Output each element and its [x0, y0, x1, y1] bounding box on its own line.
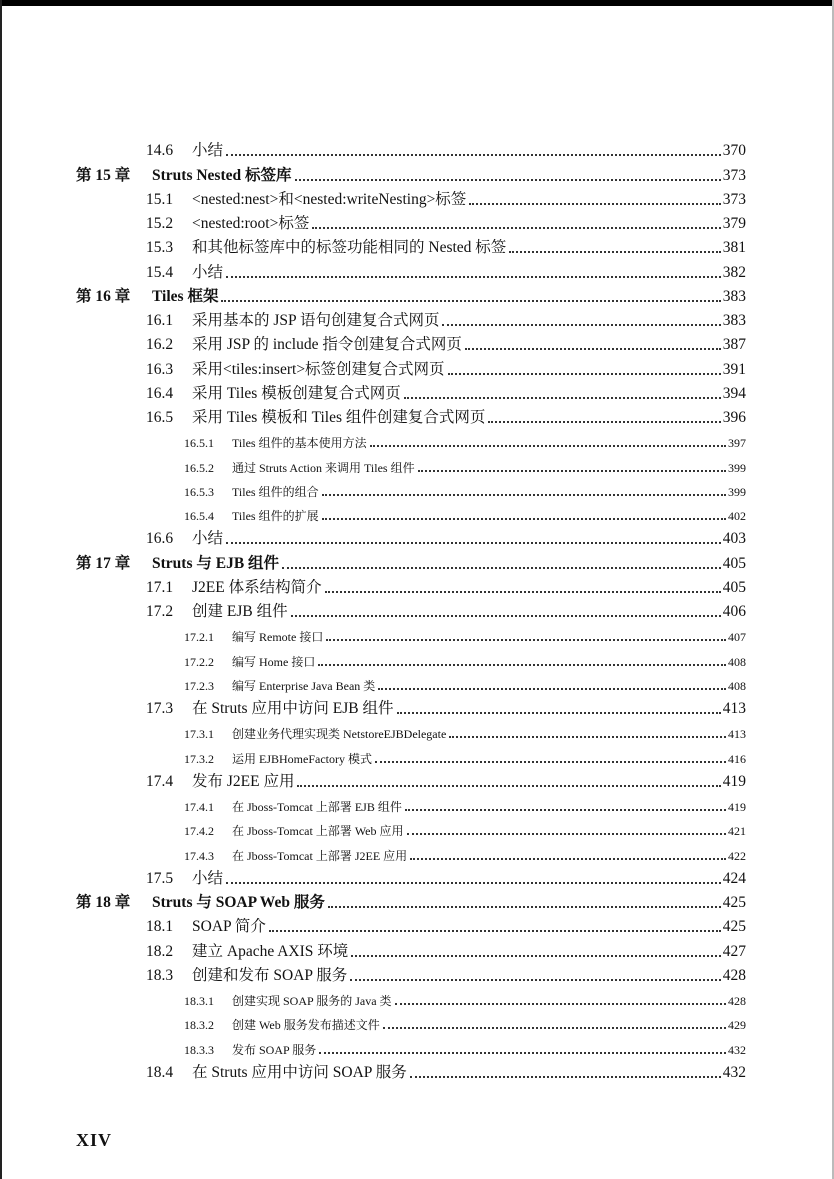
- toc-entry-page-number: 405: [722, 578, 746, 596]
- toc-subsection-row: [0, 502, 834, 526]
- toc-entry-line: [192, 769, 746, 791]
- toc-entry-page-number: 413: [728, 727, 746, 742]
- toc-entry-title: 通过 Struts Action 来调用 Tiles 组件: [232, 460, 415, 475]
- toc-entry-line: [192, 405, 746, 427]
- toc-entry-page-number: 381: [722, 239, 746, 257]
- dot-leader: [410, 858, 726, 860]
- toc-entry-line: [192, 211, 746, 233]
- toc-entry-number: 16.5: [146, 409, 174, 426]
- toc-entry-number: 16.5.2: [184, 460, 214, 475]
- toc-entry-number: 16.2: [146, 336, 174, 354]
- toc-entry-title: 采用基本的 JSP 语句创建复合式网页: [192, 312, 440, 329]
- toc-entry-number: 17.4.1: [184, 800, 214, 814]
- toc-entry-number: 16.6: [146, 530, 174, 548]
- toc-entry-line: [192, 138, 746, 160]
- dot-leader: [269, 930, 721, 932]
- toc-entry-number: 17.5: [146, 869, 174, 887]
- dot-leader: [383, 1027, 726, 1029]
- toc-section-row: [0, 1060, 834, 1084]
- toc-entry-title: 创建 EJB 组件: [192, 603, 288, 620]
- toc-entry-number: 17.2.3: [184, 678, 214, 693]
- toc-entry-page-number: 432: [722, 1063, 746, 1081]
- toc-subsection-row: [0, 478, 834, 502]
- toc-entry-page-number: 407: [728, 630, 746, 645]
- toc-section-row: [0, 599, 834, 623]
- dot-leader: [291, 615, 721, 617]
- toc-entry-line: [192, 381, 746, 403]
- toc-entry-line: [192, 1060, 746, 1082]
- toc-entry-number: 16.4: [146, 384, 174, 402]
- toc-entry-page-number: 408: [728, 678, 746, 693]
- toc-entry-number: 17.3.1: [184, 727, 214, 742]
- toc-entry-line: [232, 725, 746, 742]
- toc-entry-number: 17.3.2: [184, 751, 214, 766]
- dot-leader: [295, 179, 721, 181]
- toc-entry-page-number: 373: [722, 166, 746, 184]
- dot-leader: [418, 470, 726, 472]
- dot-leader: [319, 1052, 726, 1054]
- toc-entry-title: <nested:nest>和<nested:writeNesting>标签: [192, 190, 467, 208]
- toc-entry-page-number: 425: [722, 918, 746, 936]
- toc-entry-title: Struts Nested 标签库: [152, 166, 292, 184]
- dot-leader: [322, 518, 726, 520]
- toc-entry-page-number: 370: [722, 142, 746, 160]
- table-of-contents: [0, 138, 834, 1084]
- toc-entry-title: 创建业务代理实现类 NetstoreEJBDelegate: [232, 727, 447, 742]
- toc-entry-title: 在 Struts 应用中访问 SOAP 服务: [192, 1063, 407, 1081]
- toc-entry-title: 和其他标签库中的标签功能相同的 Nested 标签: [192, 239, 507, 257]
- toc-subsection-row: [0, 841, 834, 865]
- toc-entry-number: 14.6: [146, 142, 174, 160]
- dot-leader: [469, 203, 720, 205]
- toc-entry-page-number: 406: [722, 603, 746, 620]
- dot-leader: [397, 712, 721, 714]
- toc-entry-page-number: 399: [728, 484, 746, 499]
- toc-entry-page-number: 422: [728, 848, 746, 863]
- toc-subsection-row: [0, 429, 834, 453]
- toc-entry-number: 18.3: [146, 966, 174, 984]
- toc-entry-page-number: 405: [722, 554, 746, 572]
- toc-entry-title: J2EE 体系结构简介: [192, 578, 322, 596]
- toc-entry-line: [192, 357, 746, 379]
- toc-section-row: [0, 696, 834, 720]
- toc-entry-title: Tiles 组件的扩展: [232, 509, 319, 523]
- toc-entry-title: 小结: [192, 263, 224, 281]
- toc-entry-line: [192, 575, 746, 597]
- toc-entry-page-number: 403: [722, 530, 746, 548]
- toc-subsection-row: [0, 623, 834, 647]
- toc-entry-title: 在 Jboss-Tomcat 上部署 Web 应用: [232, 824, 404, 839]
- toc-section-row: [0, 187, 834, 211]
- toc-entry-title: 小结: [192, 142, 224, 160]
- dot-leader: [442, 324, 720, 326]
- toc-entry-line: [192, 914, 746, 936]
- dot-leader: [325, 591, 721, 593]
- toc-entry-line: [232, 459, 746, 476]
- dot-leader: [326, 639, 726, 641]
- toc-entry-title: 采用 Tiles 模板创建复合式网页: [192, 384, 401, 402]
- toc-entry-line: [192, 526, 746, 548]
- dot-leader: [226, 276, 721, 278]
- toc-entry-number: 第 16 章: [76, 287, 131, 305]
- toc-subsection-row: [0, 672, 834, 696]
- dot-leader: [282, 567, 721, 569]
- toc-entry-title: 在 Struts 应用中访问 EJB 组件: [192, 700, 394, 717]
- toc-entry-page-number: 416: [728, 751, 746, 766]
- toc-entry-line: [232, 822, 746, 839]
- toc-entry-title: Tiles 框架: [152, 287, 219, 305]
- toc-section-row: [0, 211, 834, 235]
- dot-leader: [449, 736, 726, 738]
- toc-entry-title: 创建实现 SOAP 服务的 Java 类: [232, 994, 392, 1008]
- toc-section-row: [0, 356, 834, 380]
- toc-entry-number: 15.1: [146, 190, 174, 208]
- dot-leader: [410, 1076, 721, 1078]
- toc-entry-page-number: 383: [722, 287, 746, 305]
- toc-entry-number: 17.2.2: [184, 654, 214, 669]
- toc-entry-line: [232, 1041, 746, 1058]
- dot-leader: [226, 882, 721, 884]
- toc-entry-number: 16.3: [146, 360, 174, 378]
- toc-entry-title: Struts 与 EJB 组件: [152, 554, 280, 572]
- toc-section-row: [0, 866, 834, 890]
- dot-leader: [322, 494, 726, 496]
- toc-entry-line: [232, 847, 746, 864]
- toc-entry-title: 发布 SOAP 服务: [232, 1042, 317, 1057]
- toc-entry-line: [192, 308, 746, 330]
- toc-entry-line: [152, 551, 746, 573]
- dot-leader: [297, 785, 720, 787]
- toc-entry-number: 18.1: [146, 918, 174, 936]
- dot-leader: [405, 809, 726, 811]
- toc-subsection-row: [0, 453, 834, 477]
- toc-subsection-row: [0, 720, 834, 744]
- toc-entry-line: [192, 963, 746, 985]
- toc-entry-page-number: 428: [728, 994, 746, 1008]
- toc-entry-page-number: 394: [722, 384, 746, 402]
- toc-entry-number: 17.2: [146, 603, 174, 620]
- toc-entry-title: 在 Jboss-Tomcat 上部署 EJB 组件: [232, 800, 402, 814]
- toc-entry-line: [192, 260, 746, 282]
- toc-entry-line: [192, 187, 746, 209]
- toc-entry-page-number: 391: [722, 360, 746, 378]
- toc-entry-number: 18.3.1: [184, 994, 214, 1008]
- toc-entry-number: 18.3.2: [184, 1018, 214, 1033]
- toc-entry-title: 创建 Web 服务发布描述文件: [232, 1018, 380, 1033]
- toc-entry-number: 15.4: [146, 263, 174, 281]
- toc-entry-title: 小结: [192, 869, 224, 887]
- toc-subsection-row: [0, 793, 834, 817]
- toc-entry-page-number: 419: [728, 800, 746, 814]
- toc-subsection-row: [0, 647, 834, 671]
- toc-entry-number: 18.4: [146, 1063, 174, 1081]
- toc-entry-title: Struts 与 SOAP Web 服务: [152, 894, 325, 911]
- toc-entry-line: [232, 677, 746, 694]
- toc-entry-page-number: 399: [728, 460, 746, 475]
- toc-entry-number: 16.5.4: [184, 509, 214, 523]
- toc-entry-line: [152, 163, 746, 185]
- dot-leader: [370, 445, 726, 447]
- toc-entry-number: 16.5.3: [184, 484, 214, 499]
- toc-entry-number: 17.4.3: [184, 848, 214, 863]
- toc-entry-title: 在 Jboss-Tomcat 上部署 J2EE 应用: [232, 848, 408, 863]
- toc-subsection-row: [0, 744, 834, 768]
- dot-leader: [226, 542, 721, 544]
- toc-entry-line: [232, 750, 746, 767]
- toc-entry-line: [192, 866, 746, 888]
- toc-entry-title: 运用 EJBHomeFactory 模式: [232, 751, 372, 766]
- toc-entry-line: [232, 653, 746, 670]
- toc-entry-title: Tiles 组件的组合: [232, 484, 319, 499]
- toc-entry-number: 17.3: [146, 700, 174, 717]
- toc-entry-title: 小结: [192, 530, 224, 548]
- toc-section-row: [0, 938, 834, 962]
- toc-section-row: [0, 332, 834, 356]
- toc-entry-number: 18.3.3: [184, 1042, 214, 1057]
- toc-entry-page-number: 397: [728, 436, 746, 451]
- dot-leader: [350, 979, 720, 981]
- toc-entry-page-number: 408: [728, 654, 746, 669]
- toc-entry-line: [192, 599, 746, 621]
- toc-entry-title: 建立 Apache AXIS 环境: [192, 942, 349, 960]
- toc-entry-line: [232, 798, 746, 815]
- page-folio: XIV: [76, 1130, 113, 1150]
- dot-leader: [378, 688, 726, 690]
- toc-section-row: [0, 914, 834, 938]
- toc-section-row: [0, 308, 834, 332]
- toc-entry-page-number: 424: [722, 869, 746, 887]
- toc-section-row: [0, 138, 834, 162]
- toc-entry-page-number: 427: [722, 942, 746, 960]
- toc-entry-page-number: 432: [728, 1042, 746, 1057]
- toc-entry-title: <nested:root>标签: [192, 215, 310, 232]
- toc-entry-page-number: 419: [722, 772, 746, 790]
- dot-leader: [226, 154, 721, 156]
- toc-entry-line: [232, 992, 746, 1009]
- toc-entry-line: [232, 628, 746, 645]
- toc-subsection-row: [0, 1035, 834, 1059]
- toc-entry-number: 16.1: [146, 312, 174, 329]
- dot-leader: [448, 373, 721, 375]
- toc-entry-number: 17.4.2: [184, 824, 214, 839]
- toc-entry-page-number: 396: [722, 409, 746, 426]
- toc-entry-title: 创建和发布 SOAP 服务: [192, 966, 348, 984]
- toc-section-row: [0, 235, 834, 259]
- toc-entry-title: 采用 JSP 的 include 指令创建复合式网页: [192, 336, 462, 354]
- toc-entry-page-number: 413: [722, 700, 746, 717]
- toc-chapter-row: [0, 890, 834, 914]
- toc-chapter-row: [0, 550, 834, 574]
- toc-entry-title: 采用 Tiles 模板和 Tiles 组件创建复合式网页: [192, 409, 486, 426]
- toc-section-row: [0, 259, 834, 283]
- toc-entry-line: [232, 1016, 746, 1033]
- toc-entry-number: 17.1: [146, 578, 174, 596]
- toc-entry-page-number: 425: [722, 894, 746, 911]
- toc-subsection-row: [0, 817, 834, 841]
- toc-entry-title: SOAP 简介: [192, 918, 266, 936]
- toc-subsection-row: [0, 987, 834, 1011]
- dot-leader: [395, 1003, 726, 1005]
- dot-leader: [488, 421, 720, 423]
- toc-entry-number: 第 17 章: [76, 554, 131, 572]
- toc-entry-page-number: 379: [722, 215, 746, 232]
- toc-chapter-row: [0, 284, 834, 308]
- toc-entry-title: 发布 J2EE 应用: [192, 772, 295, 790]
- toc-entry-page-number: 429: [728, 1018, 746, 1033]
- toc-entry-page-number: 373: [722, 190, 746, 208]
- toc-entry-title: 编写 Remote 接口: [232, 630, 324, 645]
- toc-entry-page-number: 382: [722, 263, 746, 281]
- toc-entry-page-number: 387: [722, 336, 746, 354]
- toc-entry-title: Tiles 组件的基本使用方法: [232, 436, 367, 451]
- toc-entry-number: 15.3: [146, 239, 174, 257]
- dot-leader: [312, 227, 720, 229]
- top-scan-border: [0, 0, 834, 6]
- toc-entry-number: 17.4: [146, 772, 174, 790]
- toc-section-row: [0, 381, 834, 405]
- toc-chapter-row: [0, 162, 834, 186]
- toc-entry-title: 编写 Enterprise Java Bean 类: [232, 678, 376, 693]
- toc-section-row: [0, 769, 834, 793]
- toc-section-row: [0, 963, 834, 987]
- toc-entry-line: [232, 434, 746, 451]
- toc-entry-number: 16.5.1: [184, 436, 214, 451]
- dot-leader: [407, 833, 726, 835]
- toc-subsection-row: [0, 1011, 834, 1035]
- dot-leader: [221, 300, 720, 302]
- toc-entry-line: [192, 235, 746, 257]
- toc-entry-line: [232, 507, 746, 524]
- toc-entry-page-number: 421: [728, 824, 746, 839]
- dot-leader: [465, 348, 721, 350]
- toc-entry-page-number: 428: [722, 966, 746, 984]
- dot-leader: [404, 397, 721, 399]
- toc-entry-page-number: 402: [728, 509, 746, 523]
- toc-entry-number: 15.2: [146, 215, 174, 232]
- dot-leader: [375, 761, 726, 763]
- toc-entry-line: [192, 332, 746, 354]
- toc-entry-page-number: 383: [722, 312, 746, 329]
- toc-section-row: [0, 526, 834, 550]
- toc-entry-title: 编写 Home 接口: [232, 654, 316, 669]
- dot-leader: [328, 906, 721, 908]
- toc-entry-line: [232, 483, 746, 500]
- toc-entry-title: 采用<tiles:insert>标签创建复合式网页: [192, 360, 445, 378]
- toc-entry-number: 18.2: [146, 942, 174, 960]
- toc-entry-line: [152, 284, 746, 306]
- dot-leader: [351, 955, 720, 957]
- toc-section-row: [0, 405, 834, 429]
- toc-entry-line: [152, 890, 746, 912]
- toc-entry-line: [192, 696, 746, 718]
- dot-leader: [509, 251, 720, 253]
- toc-entry-number: 17.2.1: [184, 630, 214, 645]
- toc-section-row: [0, 575, 834, 599]
- toc-entry-number: 第 15 章: [76, 166, 131, 184]
- toc-entry-number: 第 18 章: [76, 894, 131, 911]
- dot-leader: [318, 664, 726, 666]
- toc-entry-line: [192, 939, 746, 961]
